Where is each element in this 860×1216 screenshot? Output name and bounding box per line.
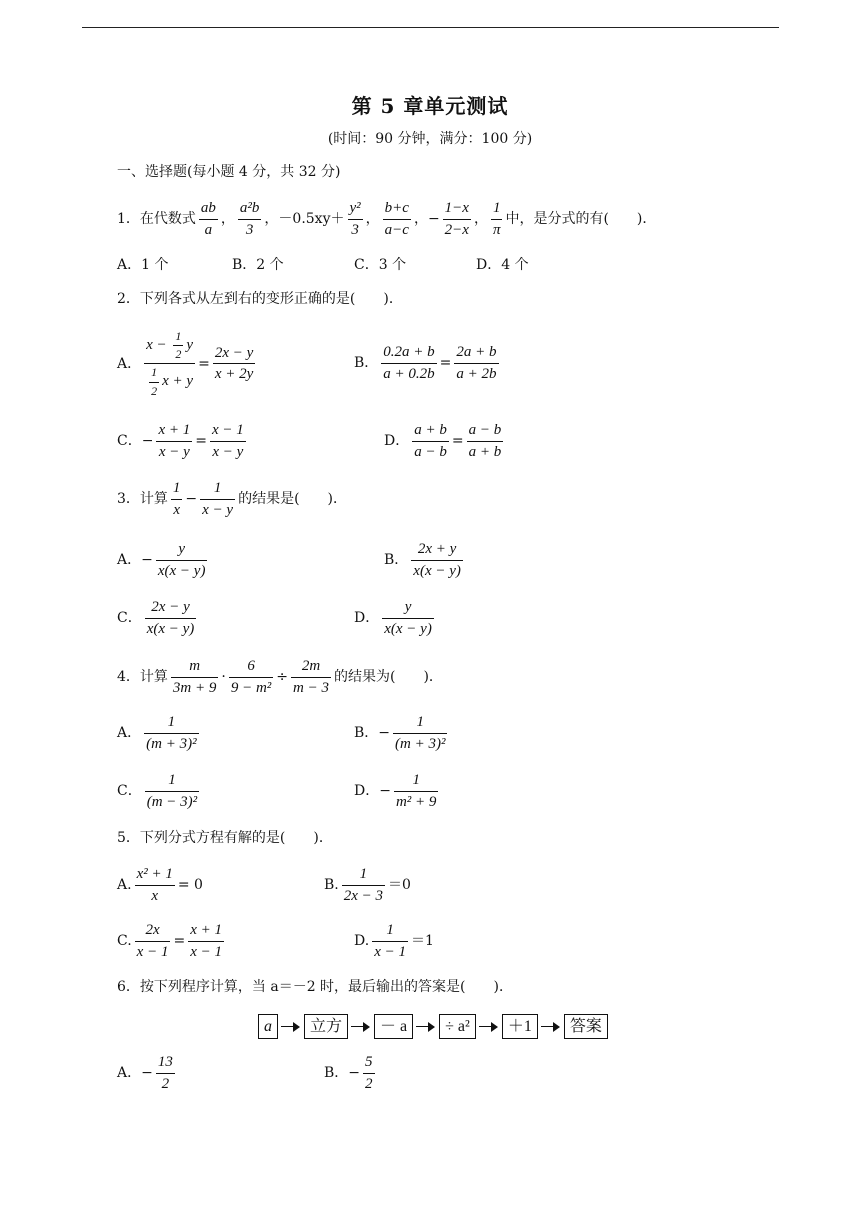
q2-option-c: C． − $\frac{x + 1}{x - y}$ = $\frac{x - 1}{x - y}$ <box>117 422 244 460</box>
flow-step-cube: 立方 <box>304 1014 348 1039</box>
q2-option-a: A． x − $\frac{1}{2}$ y $\frac{1}{2}$ x + y = $\frac{2x - y}{x + 2y}$ <box>117 329 254 398</box>
section-heading: 一、选择题(每小题 4 分，共 32 分) <box>117 164 341 180</box>
flow-arrow-icon <box>281 1022 301 1032</box>
page-title: 第 5 章单元测试 <box>351 94 509 118</box>
q5-option-b: B. $\frac{1}{2x - 3}$ ＝0 <box>324 866 411 904</box>
q1-option-a: A．1 个 <box>117 257 169 273</box>
flow-step-input: a <box>258 1014 278 1039</box>
q1-frac-5: $\frac{1-x}{2-x}$ <box>444 200 469 238</box>
q2-option-b: B． $\frac{0.2a + b}{a + 0.2b}$ = $\frac{2a + b}{a + 2b}$ <box>354 344 497 382</box>
flow-step-plus-one: ＋1 <box>502 1014 538 1039</box>
q2-option-d: D． $\frac{a + b}{a - b}$ = $\frac{a - b}{a + b}$ <box>384 422 502 460</box>
flow-arrow-icon <box>416 1022 436 1032</box>
q1-option-d: D．4 个 <box>476 257 529 273</box>
q2a-complex-fraction: x − $\frac{1}{2}$ y $\frac{1}{2}$ x + y <box>146 329 194 398</box>
q1-frac-4: $\frac{b+c}{a-c}$ <box>384 200 409 238</box>
q6-option-b: B． − $\frac{5}{2}$ <box>324 1054 373 1092</box>
q4-option-d: D． − $\frac{1}{\text{m² + 9}}$ <box>354 772 437 810</box>
page-subtitle: (时间：90 分钟，满分：100 分) <box>327 131 533 147</box>
question-1: 1．在代数式 $\frac{ab}{a}$ ， $\frac{\text{a²b}}{3}$ ， －0.5xy＋ $\frac{\text{y²}}{3}$ ， $\frac{b+c}{a-c}$ ， − $\frac{1-x}{2-x}$ ， $\frac{1}{\pi}$ 中，是分式的有( )． <box>117 200 657 238</box>
q6-option-a: A． − $\frac{13}{2}$ <box>117 1054 173 1092</box>
flow-arrow-icon <box>479 1022 499 1032</box>
q3-option-b: B． $\frac{2x + y}{x(x - y)}$ <box>384 541 461 579</box>
q1-term: －0.5xy＋ <box>278 211 345 227</box>
q1-frac-6: $\frac{1}{\pi}$ <box>492 200 501 238</box>
question-5: 5．下列分式方程有解的是( )． <box>117 830 333 846</box>
q5-option-c: C. $\frac{2x}{x - 1}$ = $\frac{x + 1}{x - 1}$ <box>117 922 222 960</box>
q3-option-d: D． $\frac{y}{x(x - y)}$ <box>354 599 432 637</box>
q2a-rhs: $\frac{2x - y}{x + 2y}$ <box>214 344 254 383</box>
flow-arrow-icon <box>351 1022 371 1032</box>
q1-frac-2: $\frac{\text{a²b}}{3}$ <box>239 200 260 238</box>
q1-option-c: C．3 个 <box>354 257 407 273</box>
q4-option-a: A． $\frac{1}{\text{(m + 3)²}}$ <box>117 714 197 752</box>
flow-step-minus-a: － a <box>374 1014 413 1039</box>
q3-option-c: C． $\frac{2x - y}{x(x - y)}$ <box>117 599 195 637</box>
top-rule <box>82 27 779 28</box>
question-2: 2．下列各式从左到右的变形正确的是( )． <box>117 291 403 307</box>
question-6: 6．按下列程序计算，当 a＝－2 时，最后输出的答案是( )． <box>117 979 513 995</box>
q3-option-a: A． − $\frac{y}{x(x - y)}$ <box>117 541 206 579</box>
q1-option-b: B．2 个 <box>232 257 284 273</box>
q5-option-d: D. $\frac{1}{x - 1}$ ＝1 <box>354 922 434 960</box>
flow-arrow-icon <box>541 1022 561 1032</box>
q4-option-c: C． $\frac{1}{\text{(m − 3)²}}$ <box>117 772 198 810</box>
question-3: 3．计算 $\frac{1}{x}$ − $\frac{1}{x - y}$ 的结果是( )． <box>117 480 348 518</box>
q4-option-b: B． − $\frac{1}{\text{(m + 3)²}}$ <box>354 714 446 752</box>
q5-option-a: A. $\frac{\text{x² + 1}}{x}$ = 0 <box>117 866 203 904</box>
q1-suffix: 中，是分式的有( )． <box>505 211 657 227</box>
question-4: 4．计算 $\frac{m}{3m + 9}$ · $\frac{6}{\text{9 − m²}}$ ÷ $\frac{2m}{m - 3}$ 的结果为( )． <box>117 658 443 696</box>
q1-frac-3: $\frac{\text{y²}}{3}$ <box>349 200 361 238</box>
q6-program-flowchart <box>258 1014 608 1039</box>
flow-step-output: 答案 <box>564 1014 608 1039</box>
flow-step-divide: ÷ a² <box>439 1014 476 1039</box>
q1-frac-1: $\frac{ab}{a}$ <box>200 200 216 238</box>
q1-prefix: 1．在代数式 <box>117 211 196 227</box>
